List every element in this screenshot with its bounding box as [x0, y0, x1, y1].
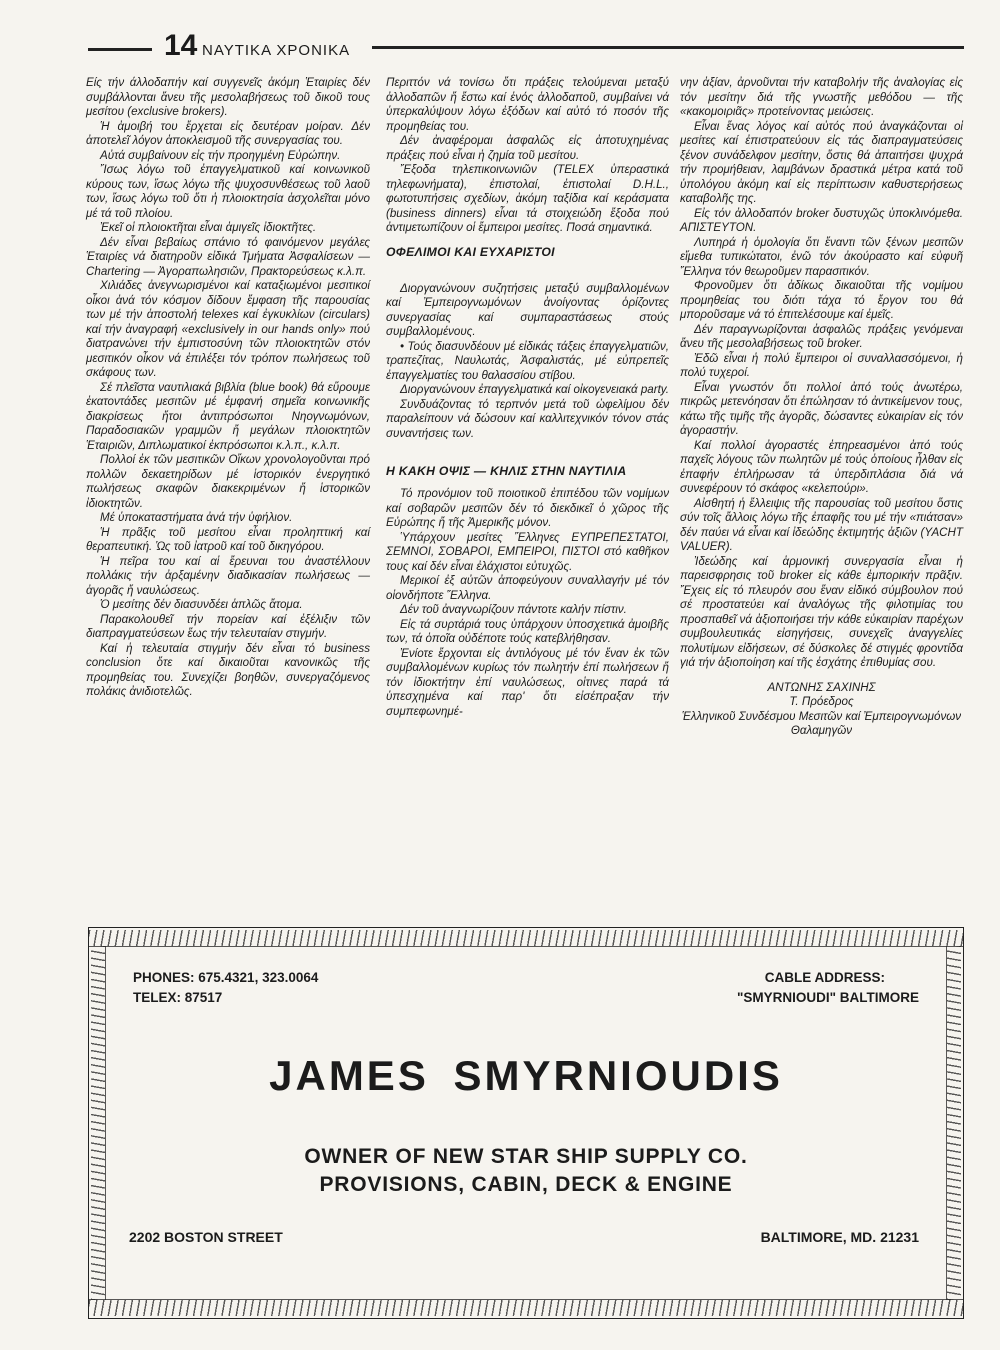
page-header [88, 29, 964, 68]
paragraph: Δέν παραγνωρίζονται ἀσφαλῶς πράξεις γενόμεναι ἄνευ τῆς μεσολαβήσεως τοῦ broker. [680, 322, 963, 350]
paragraph: Ἔξοδα τηλεπικοινωνιῶν (TELEX ὑπεραστικά τηλεφωνήματα), ἐπιστολαί, ἐπιστολαί D.H.L., φωτοτυπήσεις σχεδίων, ἀκόμη ταξίδια καί κεράσματα (business dinners) εἶναι τά στοιχειώδη ἔξοδα πού ἀντιμετωπίζουν οἱ ἔμπειροι μεσίτες. Ποσά σημαντικά. [386, 163, 669, 234]
paragraph: Περιττόν νά τονίσω ὅτι πράξεις τελούμεναι μεταξύ ἀλλοδαπῶν ἤ ἔστω καί ἑνός ἀλλοδαποῦ, συμβαίνει νά ὑπερκαλύψουν λόγω ἐξόδων καί αὐτό τό ποσόν τῆς προμηθείας του. [386, 76, 669, 133]
section-heading: Η ΚΑΚΗ ΟΨΙΣ — ΚΗΛΙΣ ΣΤΗΝ ΝΑΥΤΙΛΙΑ [386, 464, 627, 478]
paragraph: Τό προνόμιον τοῦ ποιοτικοῦ ἐπιπέδου τῶν νομίμων καί σοβαρῶν μεσιτῶν δέν τό διεκδικεῖ ὁ χῶρος τῆς Εὐρώπης ἤ τῆς Ἀμερικῆς μόνον. [386, 487, 669, 529]
paragraph: Πολλοί ἐκ τῶν μεσιτικῶν Οἴκων χρονολογοῦνται πρό πολλῶν δεκαετηρίδων μέ ἱστορικόν ἐνεργητικό πωλήσεως σκαφῶν διακεκριμένων ἤ ἱστορικῶν ἰδιοκτητῶν. [86, 453, 370, 510]
ad-cable-label: CABLE ADDRESS: [764, 970, 885, 985]
paragraph: Δέν εἶναι βεβαίως σπάνιο τό φαινόμενον μεγάλες Ἑταιρίες νά διατηροῦν εἰδικά Τμήματα Ἀσφαλίσεων — Chartering — Ἀγοραπωλησιῶν, Πρακτορεύσεως κ.λ.π. [86, 235, 370, 278]
paragraph: Είς τήν άλλοδαπήν καί συγγενεῖς ἀκόμη Ἑταιρίες δέν συμβάλλονται ἄνευ τῆς μεσολαβήσεως τοῦ δικοῦ τους μεσίτου (exclusive brokers). [86, 76, 370, 118]
paragraph: Ἴσως λόγω τοῦ ἐπαγγελματικοῦ καί κοινωνικοῦ κύρους των, ἴσως λόγω τῆς ψυχοσυνθέσεως τοῦ λαοῦ των, ἴσως λόγω τοῦ ὅτι ἡ πλοιοκτησία ἀσχολεῖται μόνο μέ τά τοῦ πλοίου. [86, 163, 370, 220]
paragraph: Μέ ὑποκαταστήματα ἀνά τήν ὑφήλιον. [100, 511, 293, 524]
paragraph: Καί ἡ τελευταία στιγμήν δέν εἶναι τό business conclusion ὅτε καί δικαιοῦται κανονικῶς τῆς προμηθείας του. Συνεχίζει βοηθῶν, συνεργαζόμενος πολάκις ἀνιδιοτελῶς. [86, 641, 370, 698]
advertisement-box [88, 927, 964, 1319]
chain-border-left [91, 946, 106, 1300]
ad-phones: PHONES: 675.4321, 323.0064 [133, 970, 319, 985]
ad-company-name: JAMES SMYRNIOUDIS [269, 1052, 783, 1099]
article-column-2 [386, 76, 669, 719]
article-column-1 [86, 76, 370, 700]
paragraph: Ἐκεῖ οἱ πλοιοκτῆται εἶναι ἀμιγεῖς ἰδιοκτῆτες. [100, 221, 317, 234]
paragraph: Ἡ ἀμοιβή του ἔρχεται εἰς δευτέραν μοίραν. Δέν ἀποτελεῖ λόγον ἀποκλεισμοῦ τῆς συνεργασίας του. [86, 119, 370, 147]
chain-border-right [946, 946, 961, 1300]
paragraph: Παρακολουθεῖ τήν πορείαν καί ἐξέλιξιν τῶν διαπραγματεύσεων ἕως τήν τελευταίαν στιγμήν. [86, 612, 370, 640]
author-role: Τ. Πρόεδρος [789, 695, 854, 708]
paragraph: Εἶναι γνωστόν ὅτι πολλοί ἀπό τούς ἀνωτέρω, πικρῶς μετενόησαν ὅτι ἐπώλησαν τό ἀντικείμενον τους, κάτω τῆς τιμῆς τῆς ἀγορᾶς, δώσαντες εὐκαιρίαν εἰς τόν ἀγοραστήν. [680, 380, 963, 437]
paragraph: Ἰδεώδης καί ἁρμονική συνεργασία εἶναι ἡ παρεισφρησις τοῦ broker εἰς κάθε ἐμπορικήν πρᾶξιν. Ἔχεις εἰς τό πλευρόν σου ἕναν εἰδικό σύμβουλον πού σέ προστατεύει καί ἀναλόγως τῆς φιλοτιμίας του προσπαθεῖ νά ἀξιοποιήσει τήν κάθε εὐκαιρίαν παρέχων συμβουλευτικάς εἰσηγήσεις, συνεχεῖς ἀναγγελίες πολυτίμων εἰδήσεων, σέ δύσκολες δέ στιγμές φροντίδα γιά τήν ἀξιοποίηση καί τῆς ἐσχάτης ἐπιθυμίας σου. [680, 554, 963, 669]
ad-city-address: BALTIMORE, MD. 21231 [760, 1229, 919, 1245]
paragraph: Ἡ πεῖρα του καί αἱ ἔρευναι του ἀναστέλλουν πολλάκις τήν ἀρξαμένην διαδικασίαν πωλήσεως — ἀγορᾶς ἤ ναυλώσεως. [86, 554, 370, 597]
paragraph: Αἰσθητή ἡ ἔλλειψις τῆς παρουσίας τοῦ μεσίτου ὅστις σύν τοῖς ἄλλοις λόγω τῆς ἐπαφῆς του μέ τήν «πιάτσαν» δέν παύει νά εἶναι καί ἰδεώδης ἐκτιμητής ἀξιῶν (YACHT VALUER). [680, 496, 963, 553]
paragraph: Διοργανώνουν ἐπαγγελματικά καί οἰκογενειακά party. [400, 383, 669, 396]
author-name: ΑΝΤΩΝΗΣ ΣΑΧΙΝΗΣ [767, 680, 876, 694]
paragraph: Δέν ἀναφέρομαι ἀσφαλῶς εἰς ἀποτυχημένας πράξεις πού εἶναι ἡ ζημία τοῦ μεσίτου. [386, 134, 669, 162]
header-rule-left [88, 48, 152, 51]
paragraph: Διοργανώνουν συζητήσεις μεταξύ συμβαλλομένων καί Ἐμπειρογνωμόνων ἀνοίγοντας ὁρίζοντες συνεργασίας καί συμπαραστάσεως στούς συμβαλλομένους. [386, 281, 669, 338]
ad-cable-address: "SMYRNIOUDI" BALTIMORE [736, 990, 919, 1005]
chain-border-top [89, 930, 963, 947]
paragraph: Ἐνίοτε ἔρχονται εἰς ἀντιλόγους μέ τόν ἕναν ἐκ τῶν συμβαλλομένων κυρίως τόν πωλητήν ἐπί πωλήσεων ἤ τόν ἰδιοκτήτην ἐπί ναυλώσεως, οἱτινες παρά τά ὑπεσχημένα καί παρ' ὅτι εἰσέπραξαν τήν συμπεφωνημέ- [386, 646, 669, 718]
paragraph: Ἡ πρᾶξις τοῦ μεσίτου εἶναι προληπτική καί θεραπευτική. Ὡς τοῦ ἰατροῦ καί τοῦ δικηγόρου. [86, 525, 370, 553]
magazine-title: ΝΑΥΤΙΚΑ ΧΡΟΝΙΚΑ [202, 42, 351, 59]
paragraph: Εἰς τά συρτάριά τους ὑπάρχουν ὑποσχετικά ἀμοιβῆς των, τά ὁποῖα οὐδέποτε τούς κατεβλήθησαν. [386, 617, 669, 645]
ad-tagline-2: PROVISIONS, CABIN, DECK & ENGINE [319, 1173, 733, 1196]
paragraph: Ἐδῶ εἶναι ἡ πολύ ἔμπειροι οἱ συναλλασσόμενοι, ἡ πολύ τυχεροί. [680, 351, 963, 379]
header-rule-right [372, 46, 964, 49]
chain-border-bottom [89, 1299, 963, 1316]
paragraph: Ὑπάρχουν μεσίτες Ἕλληνες ΕΥΠΡΕΠΕΣΤΑΤΟΙ, ΣΕΜΝΟΙ, ΣΟΒΑΡΟΙ, ΕΜΠΕΙΡΟΙ, ΠΙΣΤΟΙ στό καθῆκον τους καί δέν εἶναι ἐλάχιστοι εὐτυχῶς. [386, 530, 669, 573]
paragraph: Μερικοί ἐξ αὐτῶν ἀποφεύγουν συναλλαγήν μέ τόν οἱονδήποτε Ἕλληνα. [386, 574, 669, 602]
paragraph: Φρονοῦμεν ὅτι ἀδίκως δικαιοῦται τῆς νομίμου προμηθείας του διότι τάχα τό ἔργον του θά μποροῦσαμε νά τό ἐπιτελέσουμε καί ἐμεῖς. [680, 279, 963, 321]
paragraph: Καί πολλοί ἀγοραστές ἐπηρεασμένοι ἀπό τούς παχεῖς λόγους τῶν πωλητῶν μέ τούς ὁποίους ἦλθαν εἰς ἐπαφήν ἐπλήρωσαν τά ὑπερδιπλάσια διά νά συνεφέρουν τό σκάφος «κελεπούρι». [680, 438, 963, 495]
paragraph: Αὐτά συμβαίνουν εἰς τήν προηγμένη Εὐρώπην. [100, 148, 341, 162]
paragraph: Εἰς τόν ἀλλοδαπόν broker δυστυχῶς ὑποκλινόμεθα. ΑΠΙΣΤΕΥΤΟΝ. [680, 206, 963, 234]
ad-street-address: 2202 BOSTON STREET [129, 1229, 283, 1245]
paragraph: Δέν τοῦ ἀναγνωρίζουν πάντοτε καλήν πίστιν. [400, 603, 627, 616]
paragraph: • Τούς διασυνδέουν μέ εἰδικάς τάξεις ἐπαγγελματιῶν, τραπεζίτας, Ναυλωτάς, Ἀσφαλιστάς, μέ εὐπρεπεῖς ἐπαγγελματίες του θαλασσίου στίβου. [386, 339, 669, 382]
author-organization: Ἑλληνικοῦ Συνδέσμου Μεσιτῶν καί Ἐμπειρογνωμόνων Θαλαμηγῶν [681, 709, 962, 737]
ad-telex: TELEX: 87517 [133, 990, 223, 1005]
ad-tagline-1: OWNER OF NEW STAR SHIP SUPPLY CO. [304, 1145, 748, 1168]
paragraph: Εἶναι ἕνας λόγος καί αὐτός πού ἀναγκάζονται οἱ μεσίτες καί ἐπιστρατεύουν εἰς τάς διαπραγματεύσεις ξένον συνάδελφον μεσίτην, ὅστις θά ἀπαιτήσει ψυχρά τήν προμήθειαν, λαμβάνων δραστικά μέτρα κατά τοῦ ὑπολόγου ἀκόμη καί εἰς περίπτωσιν καθυστερήσεως καταβολῆς της. [680, 119, 963, 205]
paragraph: νην ἀξίαν, ἀρνοῦνται τήν καταβολήν τῆς ἀναλογίας εἰς τόν μεσίτην διά τῆς γνωστῆς μεθόδου — τῆς «κακομοιριᾶς» προτείνοντας μειώσεις. [680, 76, 963, 118]
paragraph: Σέ πλεῖστα ναυτιλιακά βιβλία (blue book) θά εὕρουμε ἑκατοντάδες μεσιτῶν μέ ἐμφανή σημεῖα κοινωνικῆς διακρίσεως ἤτοι ἀντιπρόσωποι Νηογνωμόνων, Παραδοσιακῶν γραμμῶν ἤ μεγάλων πλοιοκτητῶν Ἑταιριῶν, Διπλωματικοί ἐκπρόσωποι κ.λ.π., κ.λ.π. [86, 380, 370, 452]
section-heading: ΟΦΕΛΙΜΟΙ ΚΑΙ ΕΥΧΑΡΙΣΤΟΙ [386, 244, 555, 259]
author-signature [680, 681, 963, 739]
paragraph: Ὁ μεσίτης δέν διασυνδέει ἁπλῶς ἄτομα. [100, 598, 303, 611]
article-column-3 [680, 76, 963, 739]
paragraph: Συνδυάζοντας τό τερπνόν μετά τοῦ ὠφελίμου δέν παραλείπουν νά δώσουν καί καλλιτεχνικόν τόνον στάς συναντήσεις των. [386, 397, 669, 440]
paragraph: Λυπηρά ἡ ὁμολογία ὅτι ἔναντι τῶν ξένων μεσιτῶν εἴμεθα τυπικώτατοι, ἐνῶ τόν ἀκούραστο καί εὐφυῆ Ἕλληνα τόν θεωροῦμεν παρασιτικόν. [680, 235, 963, 278]
page-number: 14 [164, 29, 198, 62]
paragraph: Χιλιάδες ἀνεγνωρισμένοι καί καταξιωμένοι μεσιτικοί οἶκοι ἀνά τόν κόσμον δίδουν ἔμφαση τῆς παρουσίας των μέ τήν ἀποστολή telexes καί ἐγκυκλίων (circulars) καί τήν ἀναγραφή «exclusively in our hands only» πού διατρανώνει τήν ἐμπιστοσύνη τῶν πλοιοκτητῶν στόν μεσιτικόν οἶκον νά ἐπιλέξει τόν τρόπον πωλήσεως τοῦ σκάφους των. [86, 279, 370, 379]
